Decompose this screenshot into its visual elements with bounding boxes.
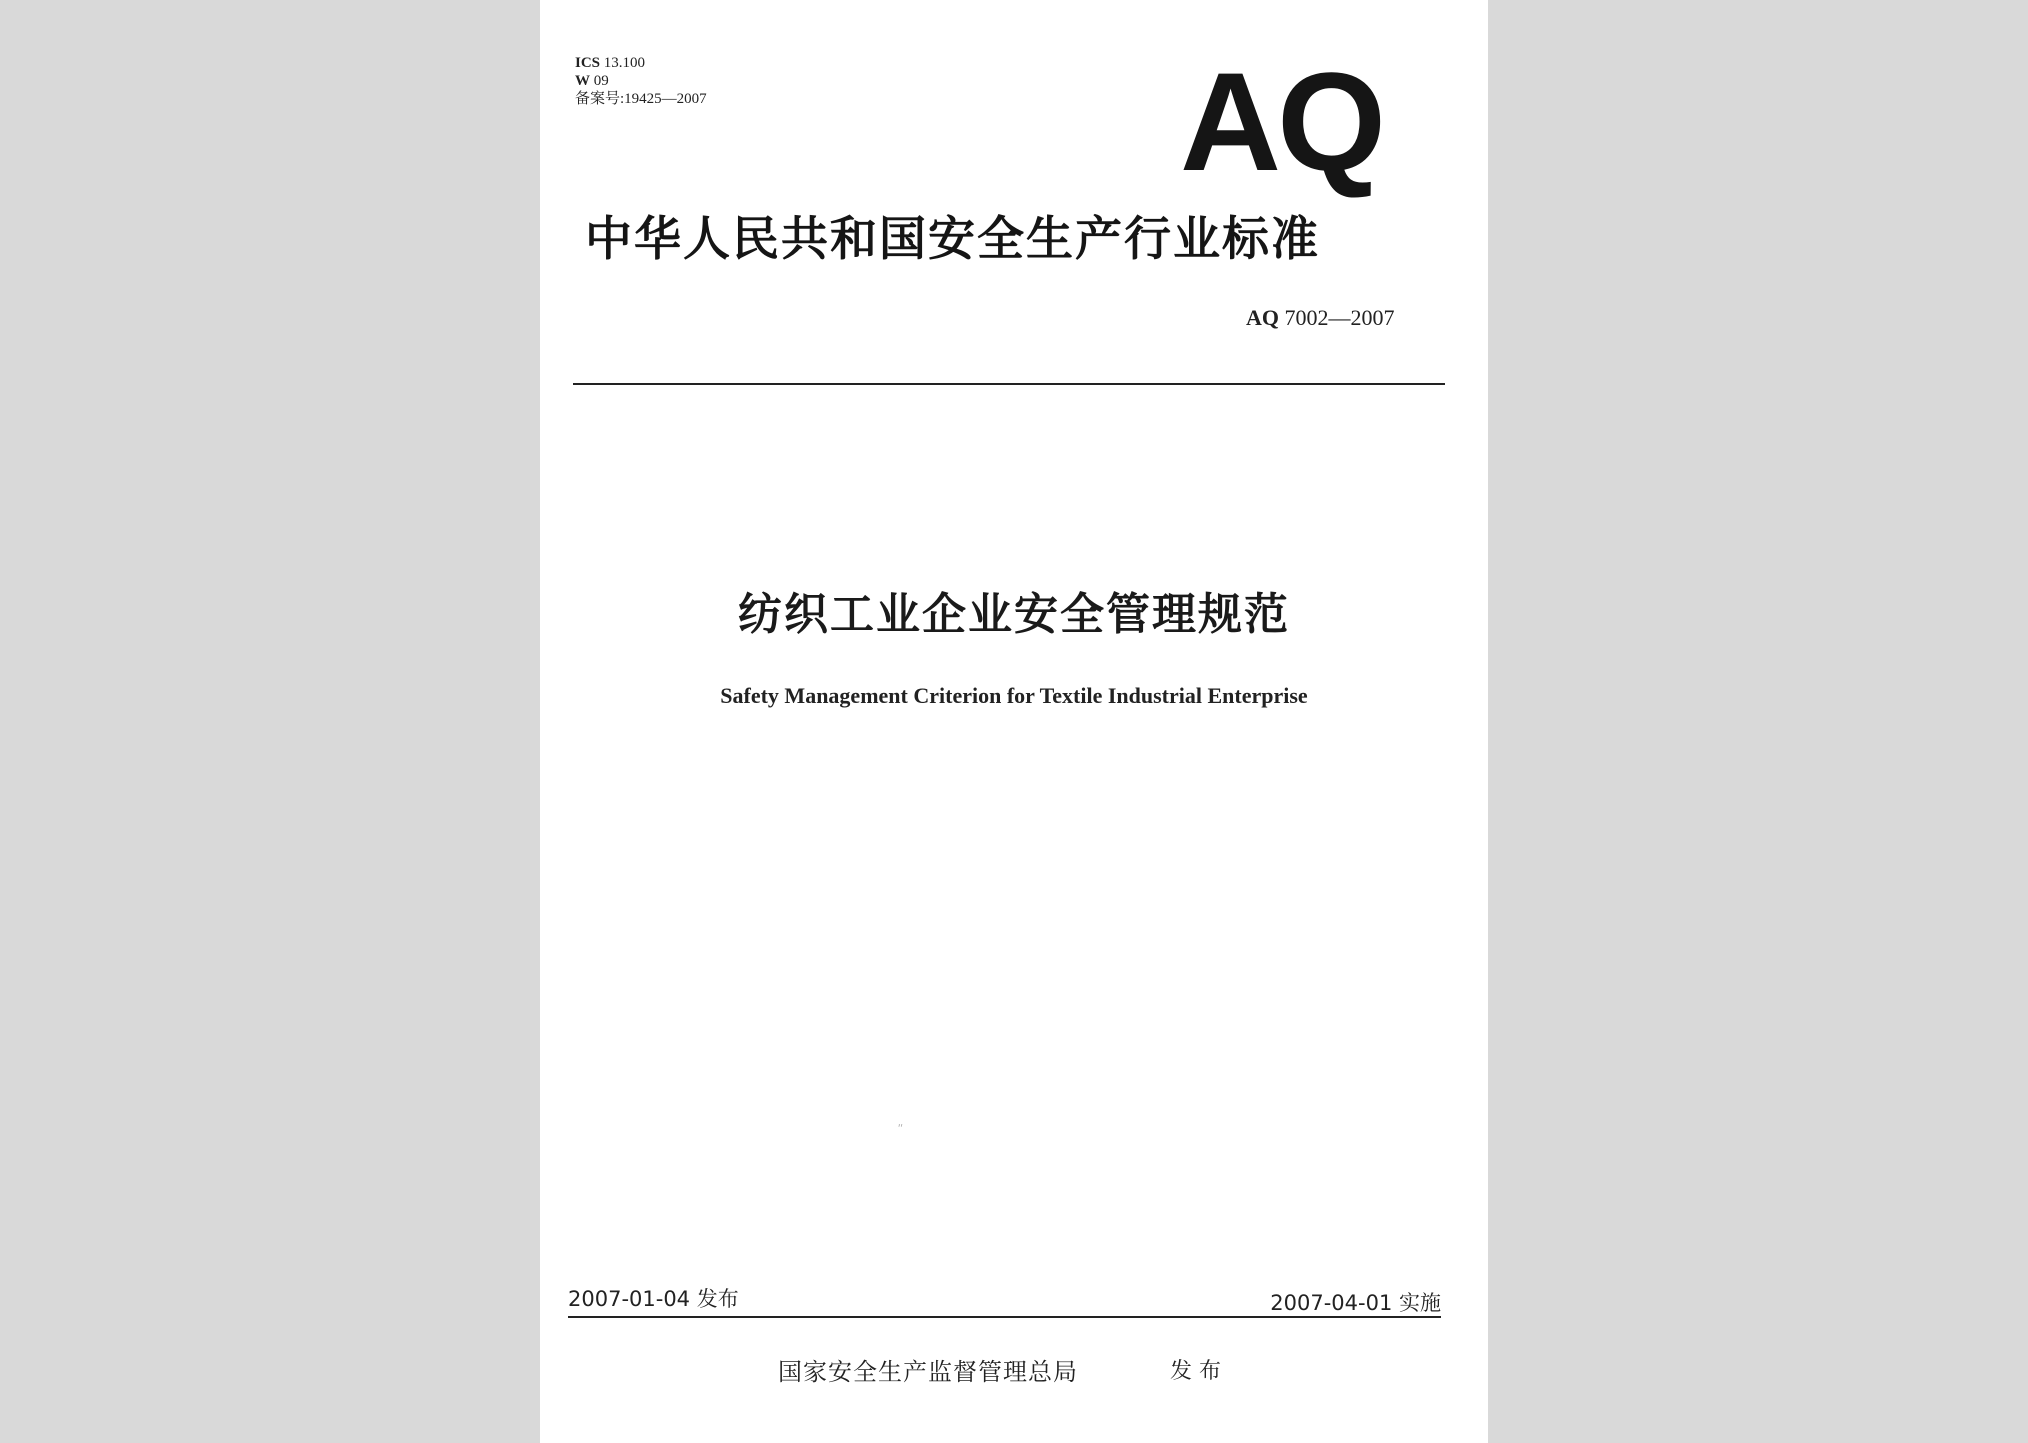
- classification-block: [575, 54, 707, 108]
- header-divider: [573, 383, 1445, 385]
- implementation-date: 2007-04-01 实施: [1270, 1291, 1441, 1315]
- ics-label: ICS: [575, 55, 601, 71]
- document-page: [540, 0, 1488, 1443]
- industry-standard-title: 中华人民共和国安全生产行业标准: [585, 212, 1320, 267]
- ics-value: 13.100: [603, 55, 646, 71]
- ics-line: [575, 54, 707, 72]
- document-title-chinese: 纺织工业企业安全管理规范: [738, 589, 1290, 640]
- document-title-english: Safety Management Criterion for Textile Industrial Enterprise: [720, 683, 1308, 708]
- aq-logo: AQ: [1180, 43, 1382, 200]
- record-number: 备案号:19425—2007: [575, 91, 707, 107]
- standard-number: [1246, 305, 1395, 331]
- issuing-authority: 国家安全生产监督管理总局: [778, 1358, 1078, 1386]
- footer-divider: [568, 1316, 1441, 1318]
- scan-speck: ʺ: [898, 1121, 903, 1135]
- standard-prefix: AQ: [1246, 305, 1279, 330]
- category-value: 09: [593, 73, 609, 89]
- standard-code: 7002—2007: [1284, 305, 1395, 330]
- issuer-action: 发 布: [1170, 1359, 1221, 1384]
- category-label: W: [575, 73, 590, 89]
- issue-date: 2007-01-04 发布: [568, 1287, 739, 1311]
- category-line: [575, 72, 707, 90]
